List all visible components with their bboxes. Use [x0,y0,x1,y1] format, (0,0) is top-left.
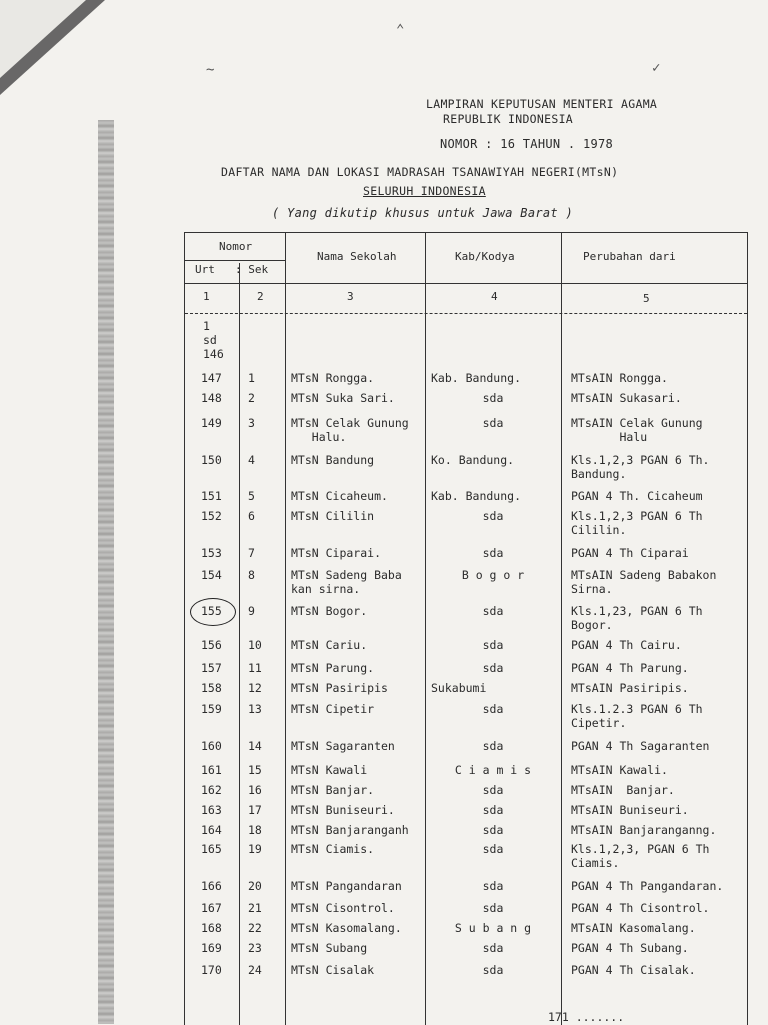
cell-sek: 4 [248,453,255,467]
table-row [185,879,747,899]
cell-sek: 5 [248,489,255,503]
cell-nama-sekolah: MTsN Banjar. [291,783,375,797]
cell-kab-kodya: C i a m i s [454,763,532,777]
cell-sek: 24 [248,963,262,977]
cell-kab-kodya: sda [482,879,504,893]
cell-perubahan: PGAN 4 Th. Cicaheum [571,489,703,503]
table-row [185,568,747,596]
cell-nama-sekolah: MTsN Sadeng Baba kan sirna. [291,568,402,596]
cell-sek: 9 [248,604,255,618]
document-title: DAFTAR NAMA DAN LOKASI MADRASAH TSANAWIYAH NEGERI(MTsN) [221,165,619,179]
cell-sek: 14 [248,739,262,753]
cell-perubahan: PGAN 4 Th Parung. [571,661,689,675]
cell-nama-sekolah: MTsN Cililin [291,509,375,523]
cell-urt: 170 [201,963,222,977]
col-sek: : Sek [235,263,269,276]
cell-sek: 18 [248,823,262,837]
cell-nama-sekolah: MTsN Pasiripis [291,681,388,695]
cell-kab-kodya: sda [482,509,504,523]
table-row [185,489,747,509]
cell-kab-kodya: sda [482,941,504,955]
cell-nama-sekolah: MTsN Subang [291,941,368,955]
header-line-3: NOMOR : 16 TAHUN . 1978 [440,137,614,151]
cell-nama-sekolah: MTsN Rongga. [291,371,375,385]
cell-kab-kodya: Sukabumi [431,681,487,695]
table-row [185,416,747,444]
cell-perubahan: PGAN 4 Th Cisalak. [571,963,696,977]
col-num-4: 4 [491,290,498,303]
cell-perubahan: PGAN 4 Th Ciparai [571,546,689,560]
col-nomor: Nomor [219,240,253,253]
cell-urt: 158 [201,681,222,695]
cell-perubahan: PGAN 4 Th Cairu. [571,638,682,652]
cell-perubahan: MTsAIN Pasiripis. [571,681,689,695]
cell-urt: 164 [201,823,222,837]
cell-nama-sekolah: MTsN Bogor. [291,604,368,618]
cell-urt: 154 [201,568,222,582]
cell-urt: 156 [201,638,222,652]
cell-kab-kodya: Ko. Bandung. [431,453,515,467]
cell-urt: 157 [201,661,222,675]
cell-sek: 19 [248,842,262,856]
cell-perubahan: Kls.1,2,3 PGAN 6 Th Cililin. [571,509,703,537]
table-row [185,391,747,411]
cell-sek: 17 [248,803,262,817]
cell-sek: 21 [248,901,262,915]
table-row [185,702,747,730]
cell-urt: 149 [201,416,222,430]
col-nama: Nama Sekolah [317,250,397,263]
cell-nama-sekolah: MTsN Pangandaran [291,879,402,893]
cell-kab-kodya: sda [482,803,504,817]
range-sd: sd [203,333,217,347]
cell-kab-kodya: sda [482,638,504,652]
cell-kab-kodya: sda [482,546,504,560]
cell-perubahan: MTsAIN Kawali. [571,763,668,777]
cell-urt: 168 [201,921,222,935]
table-row [185,921,747,941]
cell-nama-sekolah: MTsN Parung. [291,661,375,675]
scan-speck: ⌃ [396,22,405,38]
col-num-3: 3 [347,290,354,303]
cell-nama-sekolah: MTsN Bandung [291,453,375,467]
handwritten-check: ✓ [652,60,661,76]
cell-kab-kodya: sda [482,901,504,915]
cell-kab-kodya: sda [482,963,504,977]
table-row [185,823,747,843]
cell-urt: 151 [201,489,222,503]
cell-sek: 16 [248,783,262,797]
cell-urt: 163 [201,803,222,817]
cell-perubahan: MTsAIN Banjar. [571,783,675,797]
table-row [185,739,747,759]
col-num-5: 5 [643,292,650,305]
cell-sek: 20 [248,879,262,893]
continuation-footer: 171 ....... [548,1010,625,1024]
table-row [185,963,747,983]
cell-urt: 162 [201,783,222,797]
cell-urt: 147 [201,371,222,385]
table-row [185,604,747,632]
cell-perubahan: Kls.1,23, PGAN 6 Th Bogor. [571,604,703,632]
cell-perubahan: MTsAIN Buniseuri. [571,803,689,817]
cell-urt: 153 [201,546,222,560]
cell-nama-sekolah: MTsN Cicaheum. [291,489,388,503]
pen-stroke: ~ [206,62,215,78]
cell-nama-sekolah: MTsN Cipetir [291,702,375,716]
handwritten-circle [190,598,236,626]
table-row [185,371,747,391]
col-perubahan: Perubahan dari [583,250,676,263]
cell-nama-sekolah: MTsN Ciparai. [291,546,382,560]
header-rule [185,283,747,284]
table-row [185,783,747,803]
table-row [185,546,747,566]
cell-urt: 160 [201,739,222,753]
cell-nama-sekolah: MTsN Cisalak [291,963,375,977]
table-row [185,803,747,823]
cell-sek: 8 [248,568,255,582]
cell-sek: 1 [248,371,255,385]
cell-sek: 3 [248,416,255,430]
cell-kab-kodya: sda [482,823,504,837]
cell-nama-sekolah: MTsN Cariu. [291,638,368,652]
table-row [185,941,747,961]
cell-kab-kodya: Kab. Bandung. [431,489,522,503]
table-row [185,509,747,537]
document-note: ( Yang dikutip khusus untuk Jawa Barat ) [272,206,573,220]
cell-urt: 165 [201,842,222,856]
cell-perubahan: PGAN 4 Th Sagaranten [571,739,710,753]
cell-sek: 2 [248,391,255,405]
cell-sek: 7 [248,546,255,560]
table-row [185,842,747,870]
table-row [185,453,747,481]
cell-perubahan: PGAN 4 Th Subang. [571,941,689,955]
cell-urt: 169 [201,941,222,955]
cell-sek: 15 [248,763,262,777]
cell-kab-kodya: sda [482,604,504,618]
cell-perubahan: Kls.1,2,3, PGAN 6 Th Ciamis. [571,842,710,870]
table-row [185,638,747,658]
col-num-2: 2 [257,290,264,303]
cell-sek: 12 [248,681,262,695]
table-row [185,661,747,681]
cell-perubahan: Kls.1,2,3 PGAN 6 Th. Bandung. [571,453,710,481]
cell-urt: 152 [201,509,222,523]
cell-nama-sekolah: MTsN Sagaranten [291,739,395,753]
folded-corner-inner [0,0,86,78]
cell-nama-sekolah: MTsN Suka Sari. [291,391,395,405]
cell-perubahan: MTsAIN Rongga. [571,371,668,385]
cell-perubahan: PGAN 4 Th Pangandaran. [571,879,724,893]
col-urt: Urt [195,263,215,276]
cell-kab-kodya: sda [482,702,504,716]
cell-sek: 23 [248,941,262,955]
cell-nama-sekolah: MTsN Banjaranganh [291,823,409,837]
cell-kab-kodya: sda [482,739,504,753]
cell-urt: 167 [201,901,222,915]
binding-edge [98,120,114,1024]
cell-nama-sekolah: MTsN Kawali [291,763,368,777]
table-row [185,901,747,921]
cell-perubahan: MTsAIN Celak Gunung Halu [571,416,703,444]
cell-sek: 10 [248,638,262,652]
cell-kab-kodya: sda [482,661,504,675]
nomor-underline [185,260,285,261]
range-start: 1 [203,319,210,333]
cell-urt: 161 [201,763,222,777]
table-row [185,681,747,701]
cell-urt: 155 [201,604,222,618]
header-line-2: REPUBLIK INDONESIA [443,112,574,126]
cell-perubahan: MTsAIN Sadeng Babakon Sirna. [571,568,717,596]
cell-perubahan: MTsAIN Sukasari. [571,391,682,405]
madrasah-table [184,232,748,1025]
cell-kab-kodya: S u b a n g [454,921,532,935]
cell-nama-sekolah: MTsN Cisontrol. [291,901,395,915]
cell-perubahan: PGAN 4 Th Cisontrol. [571,901,710,915]
cell-kab-kodya: Kab. Bandung. [431,371,522,385]
cell-urt: 166 [201,879,222,893]
cell-perubahan: Kls.1.2.3 PGAN 6 Th Cipetir. [571,702,703,730]
cell-kab-kodya: sda [482,391,504,405]
cell-sek: 22 [248,921,262,935]
cell-sek: 13 [248,702,262,716]
cell-urt: 148 [201,391,222,405]
cell-urt: 150 [201,453,222,467]
cell-nama-sekolah: MTsN Ciamis. [291,842,375,856]
number-rule [185,313,747,314]
range-end: 146 [203,347,224,361]
col-num-1: 1 [203,290,210,303]
cell-perubahan: MTsAIN Kasomalang. [571,921,696,935]
cell-sek: 6 [248,509,255,523]
cell-urt: 159 [201,702,222,716]
cell-kab-kodya: sda [482,416,504,430]
table-row [185,763,747,783]
cell-perubahan: MTsAIN Banjaranganng. [571,823,717,837]
cell-sek: 11 [248,661,262,675]
cell-kab-kodya: sda [482,842,504,856]
cell-nama-sekolah: MTsN Buniseuri. [291,803,395,817]
cell-kab-kodya: B o g o r [461,568,525,582]
document-subtitle: SELURUH INDONESIA [363,184,486,198]
cell-nama-sekolah: MTsN Celak Gunung Halu. [291,416,409,444]
cell-nama-sekolah: MTsN Kasomalang. [291,921,402,935]
cell-kab-kodya: sda [482,783,504,797]
header-line-1: LAMPIRAN KEPUTUSAN MENTERI AGAMA [426,97,658,111]
col-kab: Kab/Kodya [455,250,515,263]
